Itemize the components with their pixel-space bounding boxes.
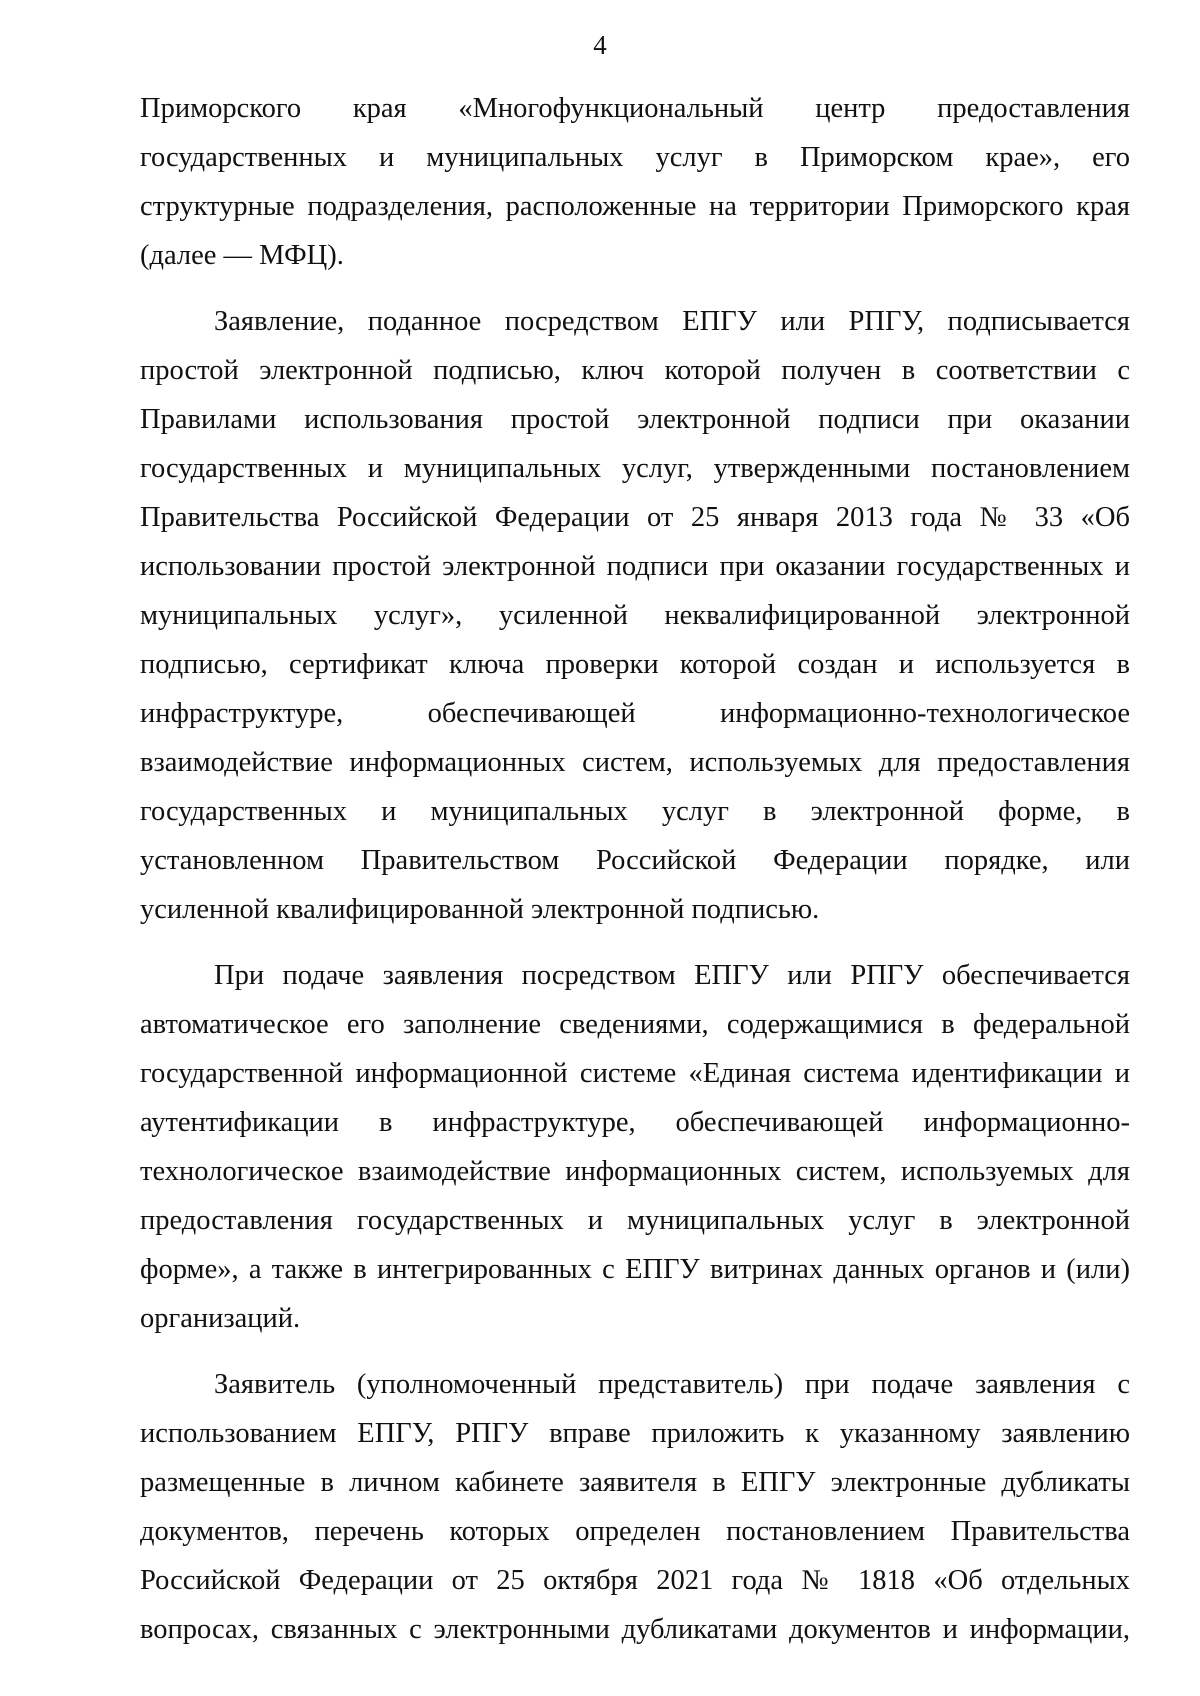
text-line: Правилами использования простой электронной подписи при оказании [140, 404, 1130, 435]
paragraph [140, 951, 1130, 1343]
text-line: документов, перечень которых определен постановлением Правительства [140, 1516, 1130, 1547]
page-number: 4 [593, 30, 607, 60]
paragraph [140, 1360, 1130, 1654]
text-line: Российской Федерации от 25 октября 2021 года № 1818 «Об отдельных [140, 1565, 1130, 1596]
text-line: простой электронной подписью, ключ которой получен в соответствии с [140, 355, 1130, 386]
text-line: Заявитель (уполномоченный представитель) при подаче заявления с [214, 1369, 1130, 1400]
paragraph [140, 297, 1130, 934]
text-line: аутентификации в инфраструктуре, обеспечивающей информационно- [140, 1107, 1130, 1138]
text-line: муниципальных услуг», усиленной неквалифицированной электронной [140, 600, 1130, 631]
text-line: форме», а также в интегрированных с ЕПГУ витринах данных органов и (или) [140, 1254, 1130, 1285]
text-line: государственных и муниципальных услуг, утвержденными постановлением [140, 453, 1130, 484]
text-line: взаимодействие информационных систем, используемых для предоставления [140, 747, 1130, 778]
text-line: усиленной квалифицированной электронной подписью. [140, 894, 820, 925]
paragraph [140, 84, 1130, 280]
text-line: Заявление, поданное посредством ЕПГУ или РПГУ, подписывается [214, 306, 1130, 337]
text-line: размещенные в личном кабинете заявителя в ЕПГУ электронные дубликаты [140, 1467, 1130, 1498]
text-line: автоматическое его заполнение сведениями, содержащимися в федеральной [140, 1009, 1130, 1040]
text-line: Приморского края «Многофункциональный центр предоставления [140, 93, 1130, 124]
text-line: вопросах, связанных с электронными дубликатами документов и информации, [140, 1614, 1130, 1645]
text-line: (далее — МФЦ). [140, 240, 344, 271]
text-line: подписью, сертификат ключа проверки которой создан и используется в [140, 649, 1130, 680]
text-line: государственной информационной системе «Единая система идентификации и [140, 1058, 1130, 1089]
text-line: организаций. [140, 1303, 301, 1334]
text-line: инфраструктуре, обеспечивающей информационно-технологическое [140, 698, 1130, 729]
text-line: предоставления государственных и муниципальных услуг в электронной [140, 1205, 1130, 1236]
text-line: установленном Правительством Российской Федерации порядке, или [140, 845, 1130, 876]
text-line: государственных и муниципальных услуг в электронной форме, в [140, 796, 1130, 827]
text-line: государственных и муниципальных услуг в Приморском крае», его [140, 142, 1130, 173]
text-line: использованием ЕПГУ, РПГУ вправе приложить к указанному заявлению [140, 1418, 1130, 1449]
text-line: Правительства Российской Федерации от 25 января 2013 года № 33 «Об [140, 502, 1130, 533]
text-line: использовании простой электронной подписи при оказании государственных и [140, 551, 1130, 582]
text-line: технологическое взаимодействие информационных систем, используемых для [140, 1156, 1130, 1187]
text-line: При подаче заявления посредством ЕПГУ или РПГУ обеспечивается [214, 960, 1130, 991]
text-line: структурные подразделения, расположенные на территории Приморского края [140, 191, 1130, 222]
document-body [140, 84, 1130, 1654]
